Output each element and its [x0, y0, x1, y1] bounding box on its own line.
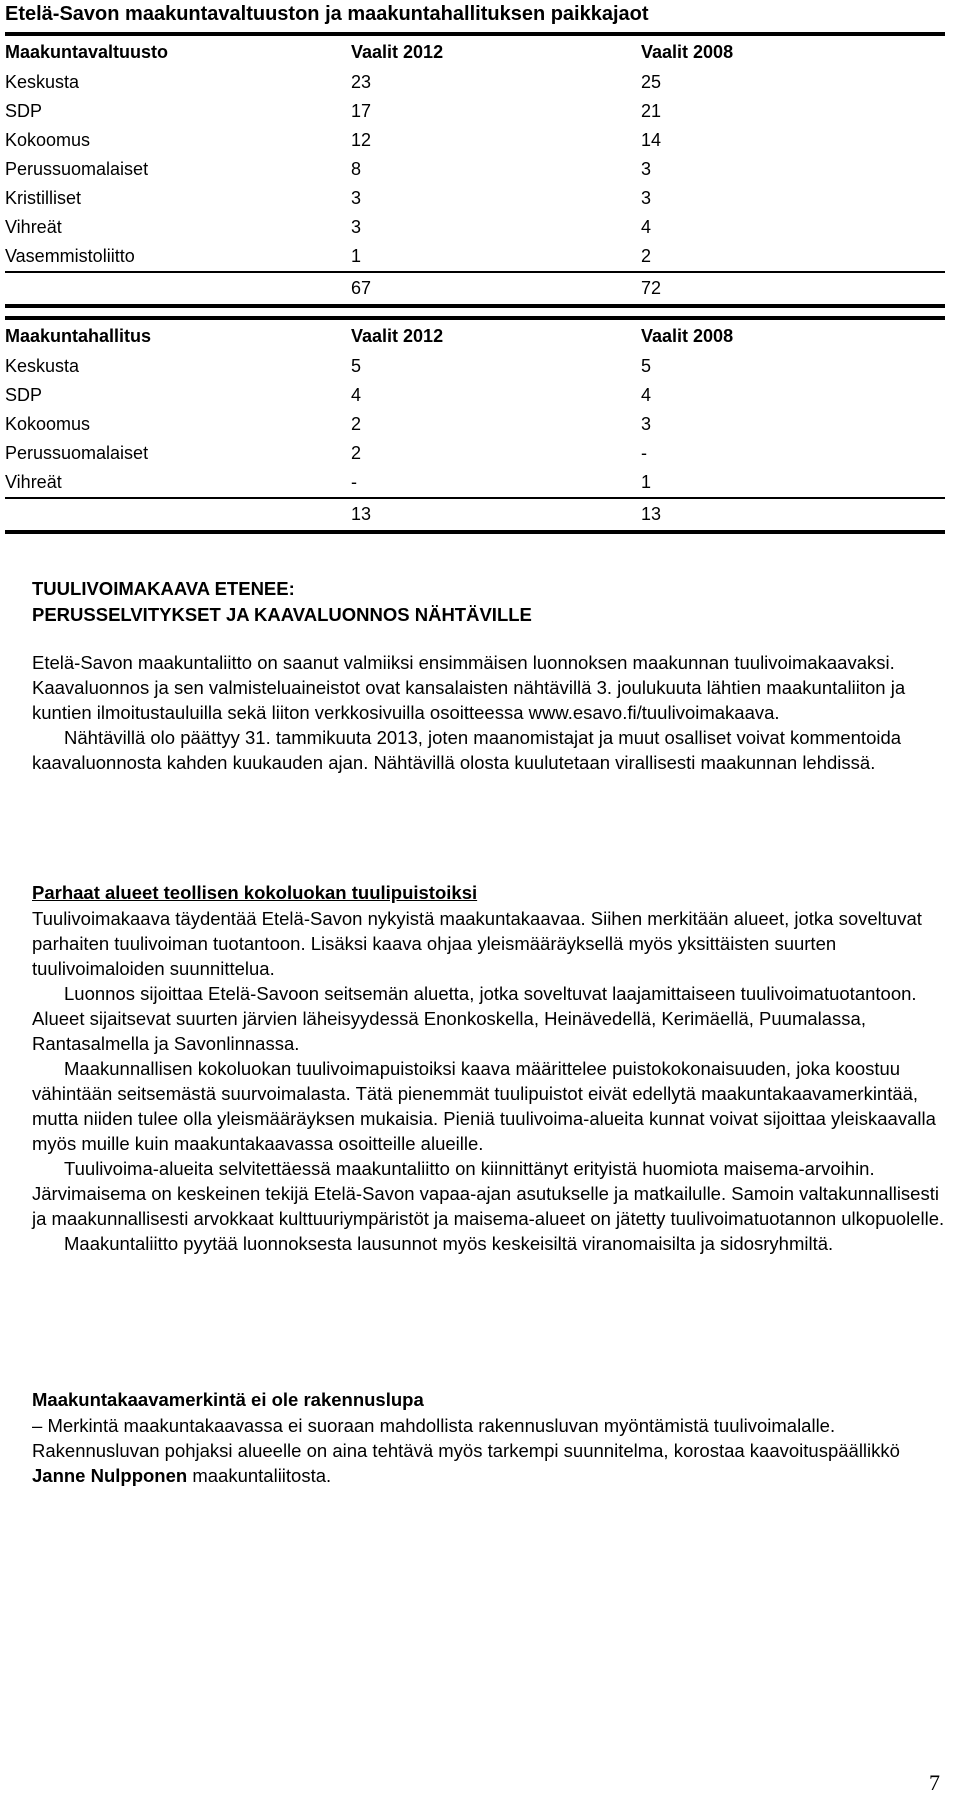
paragraph-text: maakuntaliitosta.	[187, 1465, 332, 1486]
column-header-2008: Vaalit 2008	[641, 318, 945, 352]
paragraph	[32, 1413, 947, 1488]
table-row	[5, 68, 945, 97]
table-row	[5, 242, 945, 272]
paragraph: Maakunnallisen kokoluokan tuulivoimapuistoiksi kaava määrittelee puistokokonaisuuden, joka koostuu vähintään seitsemästä suurvoimalasta. Tätä pienemmät tuulipuistot eivät edellytä maakuntakaavamerkintää, mutta niiden tulee olla yleismääräyksen mukaisia. Pieniä tuulivoima-alueita kunnat voivat sijoittaa yleiskaavalla myös muille kuin maakuntakaavassa osoitteille alueille.	[32, 1058, 936, 1154]
seats-2008: 3	[641, 188, 652, 208]
seats-2012: 1	[351, 246, 362, 266]
party-name: Vihreät	[5, 472, 62, 492]
column-header-2012: Vaalit 2012	[351, 34, 641, 68]
article-building-permit	[32, 1387, 947, 1488]
table-row	[5, 184, 945, 213]
table-header-row	[5, 34, 945, 68]
total-2008: 72	[641, 272, 945, 306]
seats-2008: 3	[641, 159, 652, 179]
article-wind-plan	[32, 576, 947, 775]
seats-2008: -	[641, 443, 647, 463]
paragraph: Maakuntaliitto pyytää luonnoksesta lausunnot myös keskeisiltä viranomaisilta ja sidosryhmiltä.	[64, 1233, 834, 1254]
party-name: Kokoomus	[5, 414, 91, 434]
seats-2012: 23	[351, 72, 372, 92]
table-row	[5, 97, 945, 126]
party-name: Vasemmistoliitto	[5, 246, 135, 266]
column-header-body: Maakuntavaltuusto	[5, 34, 351, 68]
seats-2012: 2	[351, 414, 362, 434]
seats-2008: 3	[641, 414, 652, 434]
seats-2008: 25	[641, 72, 662, 92]
table-row	[5, 439, 945, 468]
article-heading: Maakuntakaavamerkintä ei ole rakennuslupa	[32, 1389, 424, 1410]
paragraph-text: Merkintä maakuntakaavassa ei suoraan mahdollista rakennusluvan myöntämistä tuulivoimalalle. Rakennusluvan pohjaksi alueelle on aina tehtävä myös tarkempi suunnitelma, korostaa kaavoituspäällikkö	[32, 1415, 900, 1461]
seats-2012: 8	[351, 159, 362, 179]
seats-2008: 21	[641, 101, 662, 121]
total-2008: 13	[641, 498, 945, 532]
article-heading: TUULIVOIMAKAAVA ETENEE:	[32, 578, 295, 599]
party-name: SDP	[5, 101, 43, 121]
party-name: SDP	[5, 385, 43, 405]
party-name: Keskusta	[5, 72, 80, 92]
column-header-2008: Vaalit 2008	[641, 34, 945, 68]
column-header-2012: Vaalit 2012	[351, 318, 641, 352]
table-total-row	[5, 272, 945, 306]
total-2012: 13	[351, 498, 641, 532]
party-name: Kokoomus	[5, 130, 91, 150]
column-header-body: Maakuntahallitus	[5, 318, 351, 352]
table-row	[5, 381, 945, 410]
seats-2012: 12	[351, 130, 372, 150]
seats-2008: 14	[641, 130, 662, 150]
total-2012: 67	[351, 272, 641, 306]
article-heading: PERUSSELVITYKSET JA KAAVALUONNOS NÄHTÄVILLE	[32, 604, 532, 625]
seats-2008: 4	[641, 385, 652, 405]
table-row	[5, 155, 945, 184]
table-row	[5, 213, 945, 242]
seats-2012: -	[351, 472, 357, 492]
seats-2012: 3	[351, 188, 362, 208]
table-row	[5, 352, 945, 381]
seats-2008: 5	[641, 356, 652, 376]
paragraph: Tuulivoimakaava täydentää Etelä-Savon nykyistä maakuntakaavaa. Siihen merkitään alueet, jotka soveltuvat parhaiten tuulivoiman tuotantoon. Lisäksi kaava ohjaa yleismääräyksellä myös yksittäisten suurten tuulivoimaloiden suunnittelua.	[32, 908, 922, 979]
seats-2008: 1	[641, 472, 652, 492]
table-row	[5, 468, 945, 498]
seats-2012: 2	[351, 443, 362, 463]
total-label-empty	[5, 272, 351, 306]
seats-2008: 4	[641, 217, 652, 237]
seats-2012: 3	[351, 217, 362, 237]
party-name: Perussuomalaiset	[5, 443, 149, 463]
dash: –	[32, 1415, 48, 1436]
paragraph: Etelä-Savon maakuntaliitto on saanut valmiiksi ensimmäisen luonnoksen maakunnan tuulivoimakaavaksi. Kaavaluonnos ja sen valmisteluaineistot ovat kansalaisten nähtävillä 3. joulukuuta lähtien maakuntaliiton ja kuntien ilmoitustauluilla sekä liiton verkkosivuilla osoitteessa www.esavo.fi/tuulivoimakaava.	[32, 652, 906, 723]
board-seat-table	[5, 316, 945, 534]
paragraph: Luonnos sijoittaa Etelä-Savoon seitsemän aluetta, jotka soveltuvat laajamittaiseen tuulivoimatuotantoon. Alueet sijaitsevat suurten järvien läheisyydessä Enonkoskella, Heinävedellä, Kerimäellä, Puumalassa, Rantasalmella ja Savonlinnassa.	[32, 983, 917, 1054]
party-name: Kristilliset	[5, 188, 82, 208]
paragraph: Nähtävillä olo päättyy 31. tammikuuta 2013, joten maanomistajat ja muut osalliset voivat kommentoida kaavaluonnosta kahden kuukauden ajan. Nähtävillä olosta kuulutetaan virallisesti maakunnan lehdissä.	[32, 727, 902, 773]
article-best-areas	[32, 880, 947, 1256]
party-name: Vihreät	[5, 217, 62, 237]
total-label-empty	[5, 498, 351, 532]
table-total-row	[5, 498, 945, 532]
table-row	[5, 410, 945, 439]
seats-2012: 4	[351, 385, 362, 405]
page-title: Etelä-Savon maakuntavaltuuston ja maakuntahallituksen paikkajaot	[5, 3, 649, 25]
person-name: Janne Nulpponen	[32, 1465, 188, 1486]
table-row	[5, 126, 945, 155]
council-seat-table	[5, 32, 945, 308]
paragraph: Tuulivoima-alueita selvitettäessä maakuntaliitto on kiinnittänyt erityistä huomiota maisema-arvoihin. Järvimaisema on keskeinen tekijä Etelä-Savon vapaa-ajan asutukselle ja matkailulle. Samoin valtakunnallisesti ja maakunnallisesti arvokkaat kulttuuriympäristöt ja maisema-alueet on jätetty tuulivoimatuotannon ulkopuolelle.	[32, 1158, 945, 1229]
page-number: 7	[929, 1770, 940, 1795]
seats-2012: 5	[351, 356, 362, 376]
article-heading: Parhaat alueet teollisen kokoluokan tuulipuistoiksi	[32, 882, 478, 903]
table-header-row	[5, 318, 945, 352]
seats-2012: 17	[351, 101, 372, 121]
party-name: Perussuomalaiset	[5, 159, 149, 179]
party-name: Keskusta	[5, 356, 80, 376]
seats-2008: 2	[641, 246, 652, 266]
